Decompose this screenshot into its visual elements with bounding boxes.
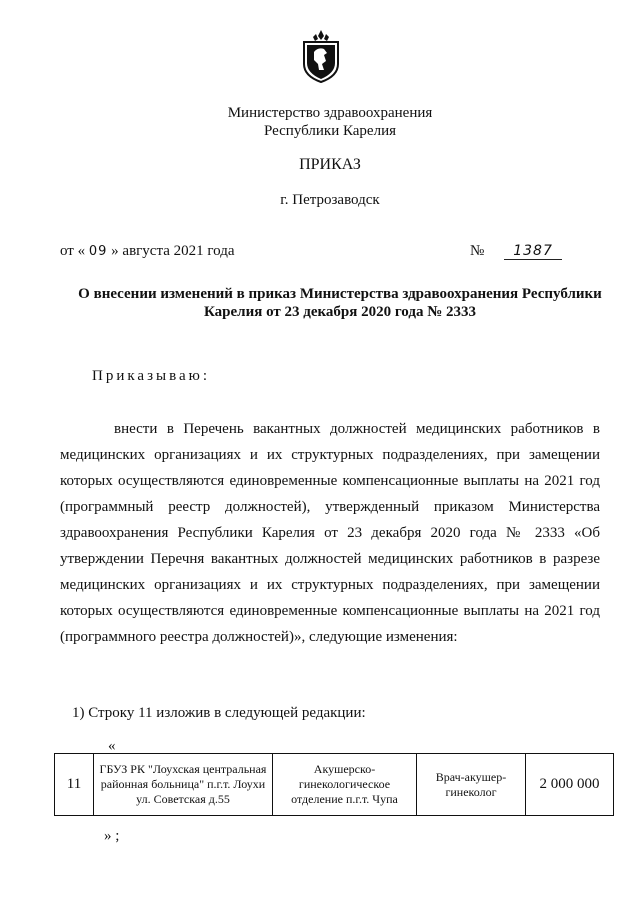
orders-heading: Приказываю:: [92, 368, 210, 384]
date-day-handwritten: 09: [88, 244, 108, 259]
position-cell: Врач-акушер-гинеколог: [417, 754, 526, 816]
amount-cell: 2 000 000: [526, 754, 614, 816]
ministry-line-2: Республики Карелия: [263, 123, 397, 139]
ministry-line-1: Министерство здравоохранения: [227, 105, 433, 121]
body-paragraph: внести в Перечень вакантных должностей медицинских работников в медицинских организациях и их структурных подразделениях, при замещении которых осуществляются единовременные компенсационные выплаты на 2021 год (программный реестр должностей), утвержденный приказом Министерства здравоохранения Республики Карелия от 23 декабря 2020 года № 2333 «Об утверждении Перечня вакантных должностей медицинских работников в разрезе медицинских организациях и их структурных подразделениях, при замещении которых осуществляются единовременные компенсационные выплаты на 2021 год (программного реестра должностей)», следующие изменения:: [60, 421, 600, 645]
coat-of-arms-icon: [300, 28, 342, 84]
department-cell: Акушерско-гинекологическое отделение п.г.т. Чупа: [273, 754, 417, 816]
number-label: №: [470, 243, 485, 259]
order-subject: [60, 285, 620, 321]
subject-line-2: Карелия от 23 декабря 2020 года № 2333: [203, 304, 477, 320]
date-suffix: » августа 2021 года: [111, 243, 235, 259]
order-date: [60, 243, 235, 260]
closing-quote: » ;: [104, 828, 120, 844]
opening-quote: «: [108, 738, 116, 754]
organization-cell: ГБУЗ РК "Лоухская центральная районная больница" п.г.т. Лоухи ул. Советская д.55: [94, 754, 273, 816]
document-type: ПРИКАЗ: [299, 156, 361, 173]
order-number: [470, 243, 562, 260]
date-prefix: от «: [60, 243, 86, 259]
list-item-1: 1) Строку 11 изложив в следующей редакции:: [72, 705, 366, 721]
table-row: [54, 753, 614, 816]
subject-line-1: О внесении изменений в приказ Министерства здравоохранения Республики: [78, 286, 602, 302]
row-number-cell: 11: [55, 754, 94, 816]
number-value-handwritten: 1387: [504, 243, 562, 260]
city-name: г. Петрозаводск: [280, 192, 380, 208]
ministry-name: [0, 104, 640, 140]
